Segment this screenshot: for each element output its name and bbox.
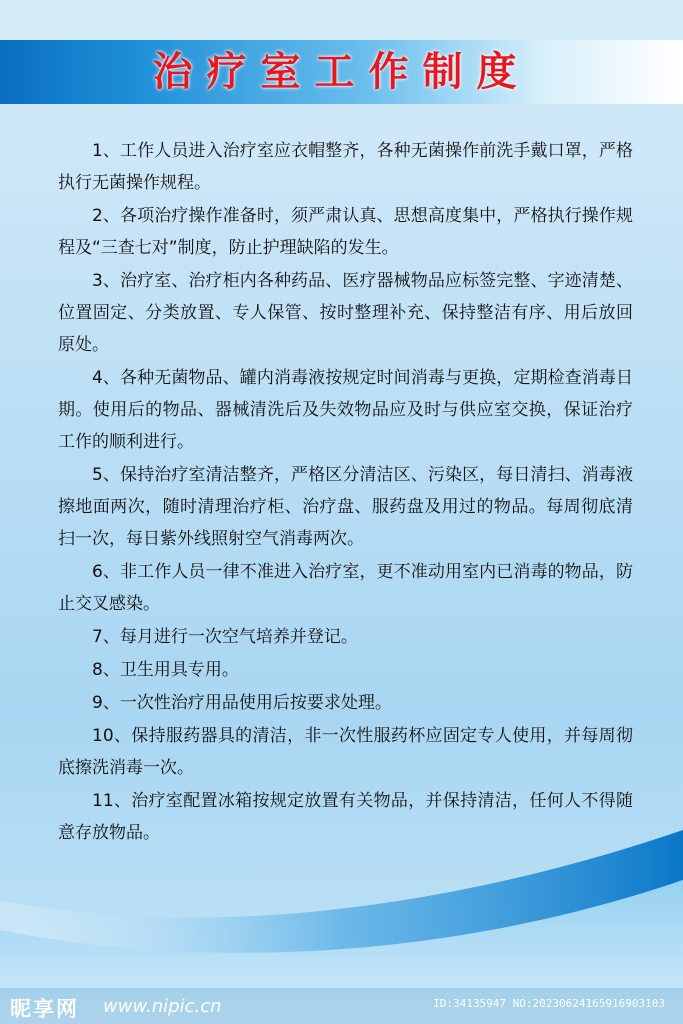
rule-item: 3、治疗室、治疗柜内各种药品、医疗器械物品应标签完整、字迹清楚、位置固定、分类放置、专人保管、按时整理补充、保持整洁有序、用后放回原处。 [58,271,633,355]
rule-item: 5、保持治疗室清洁整齐，严格区分清洁区、污染区，每日清扫、消毒液擦地面两次，随时清理治疗柜、治疗盘、服药盘及用过的物品。每周彻底清扫一次，每日紫外线照射空气消毒两次。 [58,465,633,549]
rule-item: 7、每月进行一次空气培养并登记。 [92,627,358,647]
rule-item: 10、保持服药器具的清洁，非一次性服药杯应固定专人使用，并每周彻底擦洗消毒一次。 [58,726,633,778]
rule-item: 9、一次性治疗用品使用后按要求处理。 [92,693,392,713]
rule-item: 11、治疗室配置冰箱按规定放置有关物品，并保持清洁，任何人不得随意存放物品。 [58,791,633,843]
rules-list [58,135,633,850]
watermark-url: www.nipic.cn [103,996,222,1017]
watermark-logo: 昵享网 [10,997,79,1021]
rule-item: 2、各项治疗操作准备时，须严肃认真、思想高度集中，严格执行操作规程及“三查七对”制度，防止护理缺陷的发生。 [58,206,633,258]
rule-item: 1、工作人员进入治疗室应衣帽整齐，各种无菌操作前洗手戴口罩，严格执行无菌操作规程。 [58,141,633,193]
rule-item: 4、各种无菌物品、罐内消毒液按规定时间消毒与更换，定期检查消毒日期。使用后的物品、器械清洗后及失效物品应及时与供应室交换，保证治疗工作的顺利进行。 [58,368,633,452]
rule-item: 6、非工作人员一律不准进入治疗室，更不准动用室内已消毒的物品，防止交叉感染。 [58,562,633,614]
watermark-id: ID:34135947 NO:20230624165916903103 [433,997,665,1010]
page-title: 治疗室工作制度 [152,48,531,95]
rule-item: 8、卫生用具专用。 [92,660,239,680]
